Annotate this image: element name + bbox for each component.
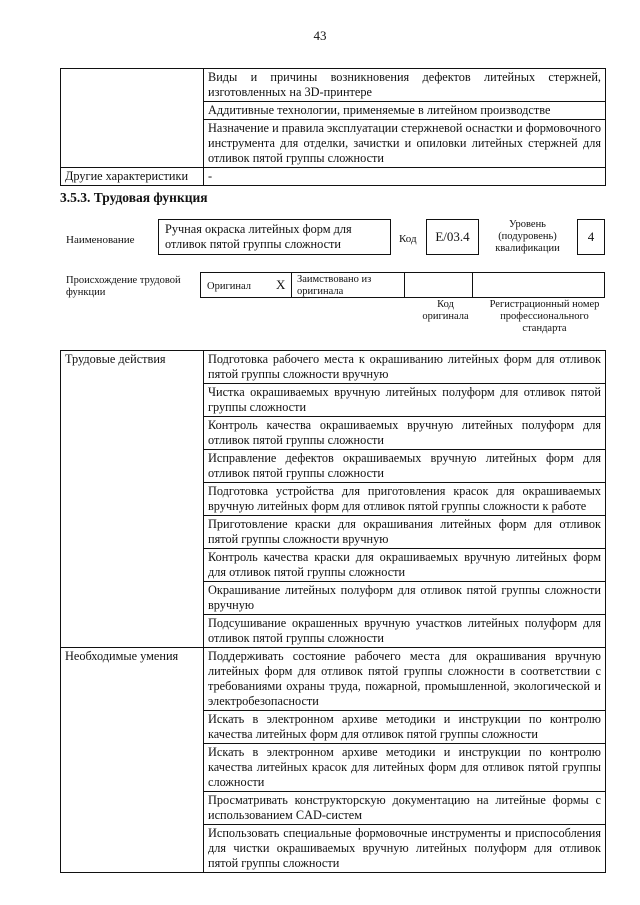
table-row: [61, 648, 606, 711]
table-cell: Использовать специальные формовочные инструменты и приспособления для чистки окрашиваемых вручную литейных полуформ для отливок пятой группы сложности: [204, 825, 606, 873]
table-cell: -: [204, 168, 606, 186]
table-row: [61, 69, 606, 102]
table-cell: Искать в электронном архиве методики и инструкции по контролю качества литейных форм для отливок пятой группы сложности: [204, 711, 606, 744]
origin-label: Происхождение трудовой функции: [66, 275, 181, 298]
original-mark: X: [276, 277, 286, 292]
table-cell: Подготовка устройства для приготовления красок для окрашиваемых вручную литейных форм для отливок пятой группы сложности к работе: [204, 483, 606, 516]
reg-number-label: Регистрационный номер профессионального стандарта: [489, 299, 600, 334]
function-code: E/03.4: [426, 219, 479, 255]
code-label: Код: [399, 233, 417, 245]
page-number: 43: [313, 28, 327, 43]
divider: [404, 273, 405, 297]
group-label-required-skills: Необходимые умения: [61, 648, 204, 873]
qualification-level: 4: [577, 219, 605, 255]
divider: [472, 273, 473, 297]
table-cell: Приготовление краски для окрашивания литейных форм для отливок пятой группы сложности вручную: [204, 516, 606, 549]
origin-box: [200, 272, 605, 298]
borrowed-label: Заимствовано из оригинала: [297, 274, 372, 297]
group-label-labor-actions: Трудовые действия: [61, 351, 204, 648]
table-cell: Окрашивание литейных полуформ для отливок пятой группы сложности вручную: [204, 582, 606, 615]
table-cell: Аддитивные технологии, применяемые в литейном производстве: [204, 102, 606, 120]
table-cell: Контроль качества окрашиваемых вручную литейных полуформ для отливок пятой группы сложности: [204, 417, 606, 450]
table-cell: Чистка окрашиваемых вручную литейных полуформ для отливок пятой группы сложности: [204, 384, 606, 417]
row-label: Другие характеристики: [61, 168, 204, 186]
code-original-label: Код оригинала: [422, 299, 469, 322]
table-cell: Контроль качества краски для окрашиваемых вручную литейных форм для отливок пятой группы сложности: [204, 549, 606, 582]
level-label: Уровень (подуровень) квалификации: [495, 219, 560, 254]
table-cell: Искать в электронном архиве методики и инструкции по контролю качества литейных красок для литейных форм для отливок пятой группы сложности: [204, 744, 606, 792]
row-label: [61, 69, 204, 168]
name-label: Наименование: [66, 234, 135, 246]
table-cell: Исправление дефектов окрашиваемых вручную литейных форм для отливок пятой группы сложности: [204, 450, 606, 483]
knowledge-table: [60, 68, 606, 186]
table-cell: Просматривать конструкторскую документацию на литейные формы с использованием CAD-систем: [204, 792, 606, 825]
table-cell: Поддерживать состояние рабочего места для окрашивания вручную литейных форм для отливок пятой группы сложности в соответствии с требованиями охраны труда, пожарной, промышленной, экологической и электробезопасности: [204, 648, 606, 711]
function-name: Ручная окраска литейных форм для отливок пятой группы сложности: [158, 219, 391, 255]
table-row: [61, 351, 606, 384]
section-heading: 3.5.3. Трудовая функция: [60, 190, 208, 205]
table-cell: Назначение и правила эксплуатации стержневой оснастки и формовочного инструмента для отделки, зачистки и опиловки литейных стержней для отливок пятой группы сложности: [204, 120, 606, 168]
table-row: [61, 168, 606, 186]
labor-function-table: [60, 350, 606, 873]
table-cell: Подсушивание окрашенных вручную участков литейных полуформ для отливок пятой группы сложности: [204, 615, 606, 648]
table-cell: Виды и причины возникновения дефектов литейных стержней, изготовленных на 3D-принтере: [204, 69, 606, 102]
table-cell: Подготовка рабочего места к окрашиванию литейных форм для отливок пятой группы сложности вручную: [204, 351, 606, 384]
divider: [291, 273, 292, 297]
original-label: Оригинал: [207, 281, 251, 292]
